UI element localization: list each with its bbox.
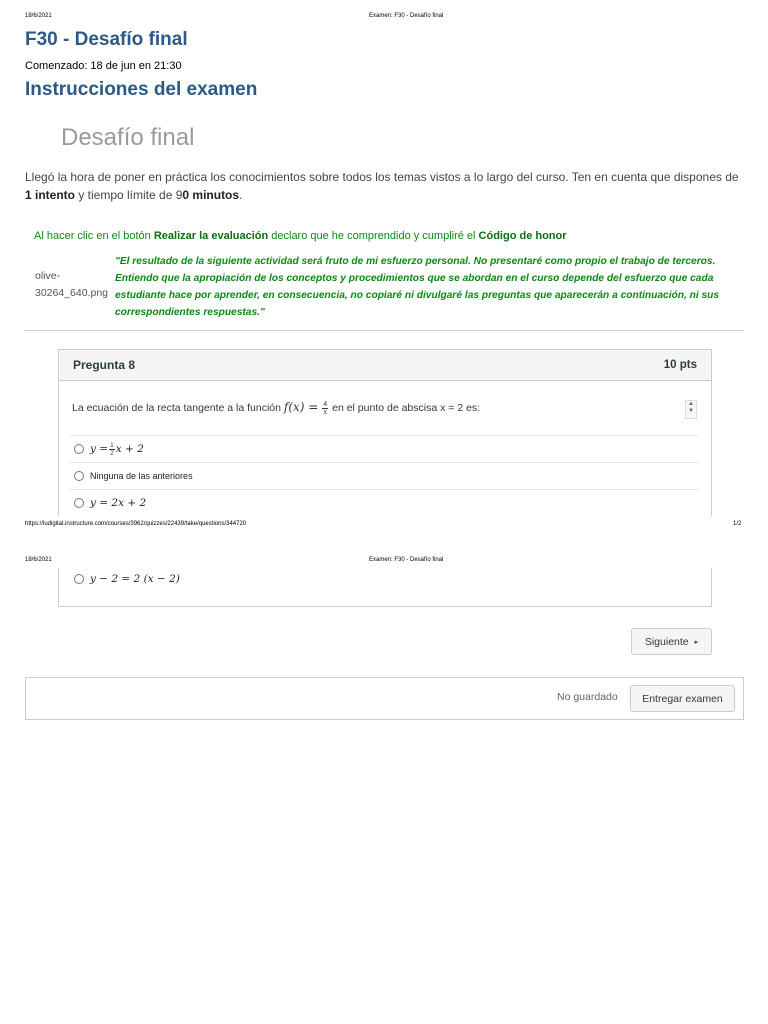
question-points: 10 pts: [663, 359, 697, 371]
caret-right-icon: ▸: [694, 638, 699, 646]
print-doc-title: Examen: F30 - Desafío final: [369, 13, 444, 19]
question-card: [58, 349, 712, 520]
page-title: F30 - Desafío final: [25, 29, 188, 50]
question-title: Pregunta 8: [73, 358, 136, 372]
submit-quiz-button[interactable]: Entregar examen: [630, 685, 735, 712]
divider: [25, 330, 743, 331]
print-date-2: 18/6/2021: [25, 557, 52, 563]
option-2[interactable]: Ninguna de las anteriores: [70, 462, 698, 489]
olive-image-placeholder: olive-30264_640.png: [35, 270, 108, 299]
fraction: $\frac{4}{x}$: [323, 400, 328, 416]
intro-text: Llegó la hora de poner en práctica los conocimientos sobre todos los temas vistos a lo largo del curso. Ten en cuenta que dispones de 1 intento y tiempo límite de 90 minutos.: [25, 170, 739, 202]
option-3[interactable]: y = 2x + 2: [70, 489, 698, 517]
options-list-continued: [70, 568, 698, 590]
submit-bar: [25, 677, 744, 720]
options-list: [70, 435, 698, 517]
save-status: No guardado: [557, 691, 618, 703]
radio-button[interactable]: [74, 471, 84, 481]
option-4[interactable]: y − 2 = 2 (x − 2): [70, 568, 698, 590]
honor-statement: Al hacer clic en el botón Realizar la evaluación declaro que he comprendido y cumpliré el Código de honor: [34, 230, 567, 242]
radio-button[interactable]: [74, 498, 84, 508]
honor-quote: "El resultado de la siguiente actividad será fruto de mi esfuerzo personal. No presentaré como propio el trabajo de terceros. Entiendo que la apropiación de los conceptos y procedimientos que se abordan en el curso depende del esfuerzo que cada estudiante hace por aprender, en consecuencia, no copiaré ni divulgaré las preguntas que aparecerán a continuación, ni sus correspondientes respuestas.": [115, 256, 720, 318]
print-page-number: 1/2: [733, 521, 742, 527]
scroll-stepper[interactable]: ▲ ▼: [685, 400, 697, 419]
print-date: 18/6/2021: [25, 13, 52, 19]
print-url: https://ludigital.instructure.com/courses/3962/quizzes/22439/take/questions/344720: [25, 521, 247, 527]
option-1[interactable]: y = $\frac{1}{2}$ x + 2: [70, 435, 698, 462]
started-at: Comenzado: 18 de jun en 21:30: [25, 60, 182, 72]
print-doc-title-2: Examen: F30 - Desafío final: [369, 557, 444, 563]
radio-button[interactable]: [74, 444, 84, 454]
question-text: La ecuación de la recta tangente a la función f(x) = $\frac{4}{x}$ en el punto de abscisa x = 2 es:: [72, 400, 481, 416]
next-button-label: Siguiente: [644, 635, 689, 648]
question-header: [59, 350, 711, 381]
next-button[interactable]: [631, 628, 712, 655]
quiz-big-title: Desafío final: [61, 124, 195, 151]
instructions-heading: Instrucciones del examen: [25, 79, 258, 100]
radio-button[interactable]: [74, 574, 84, 584]
question-card-continued: [58, 568, 712, 607]
